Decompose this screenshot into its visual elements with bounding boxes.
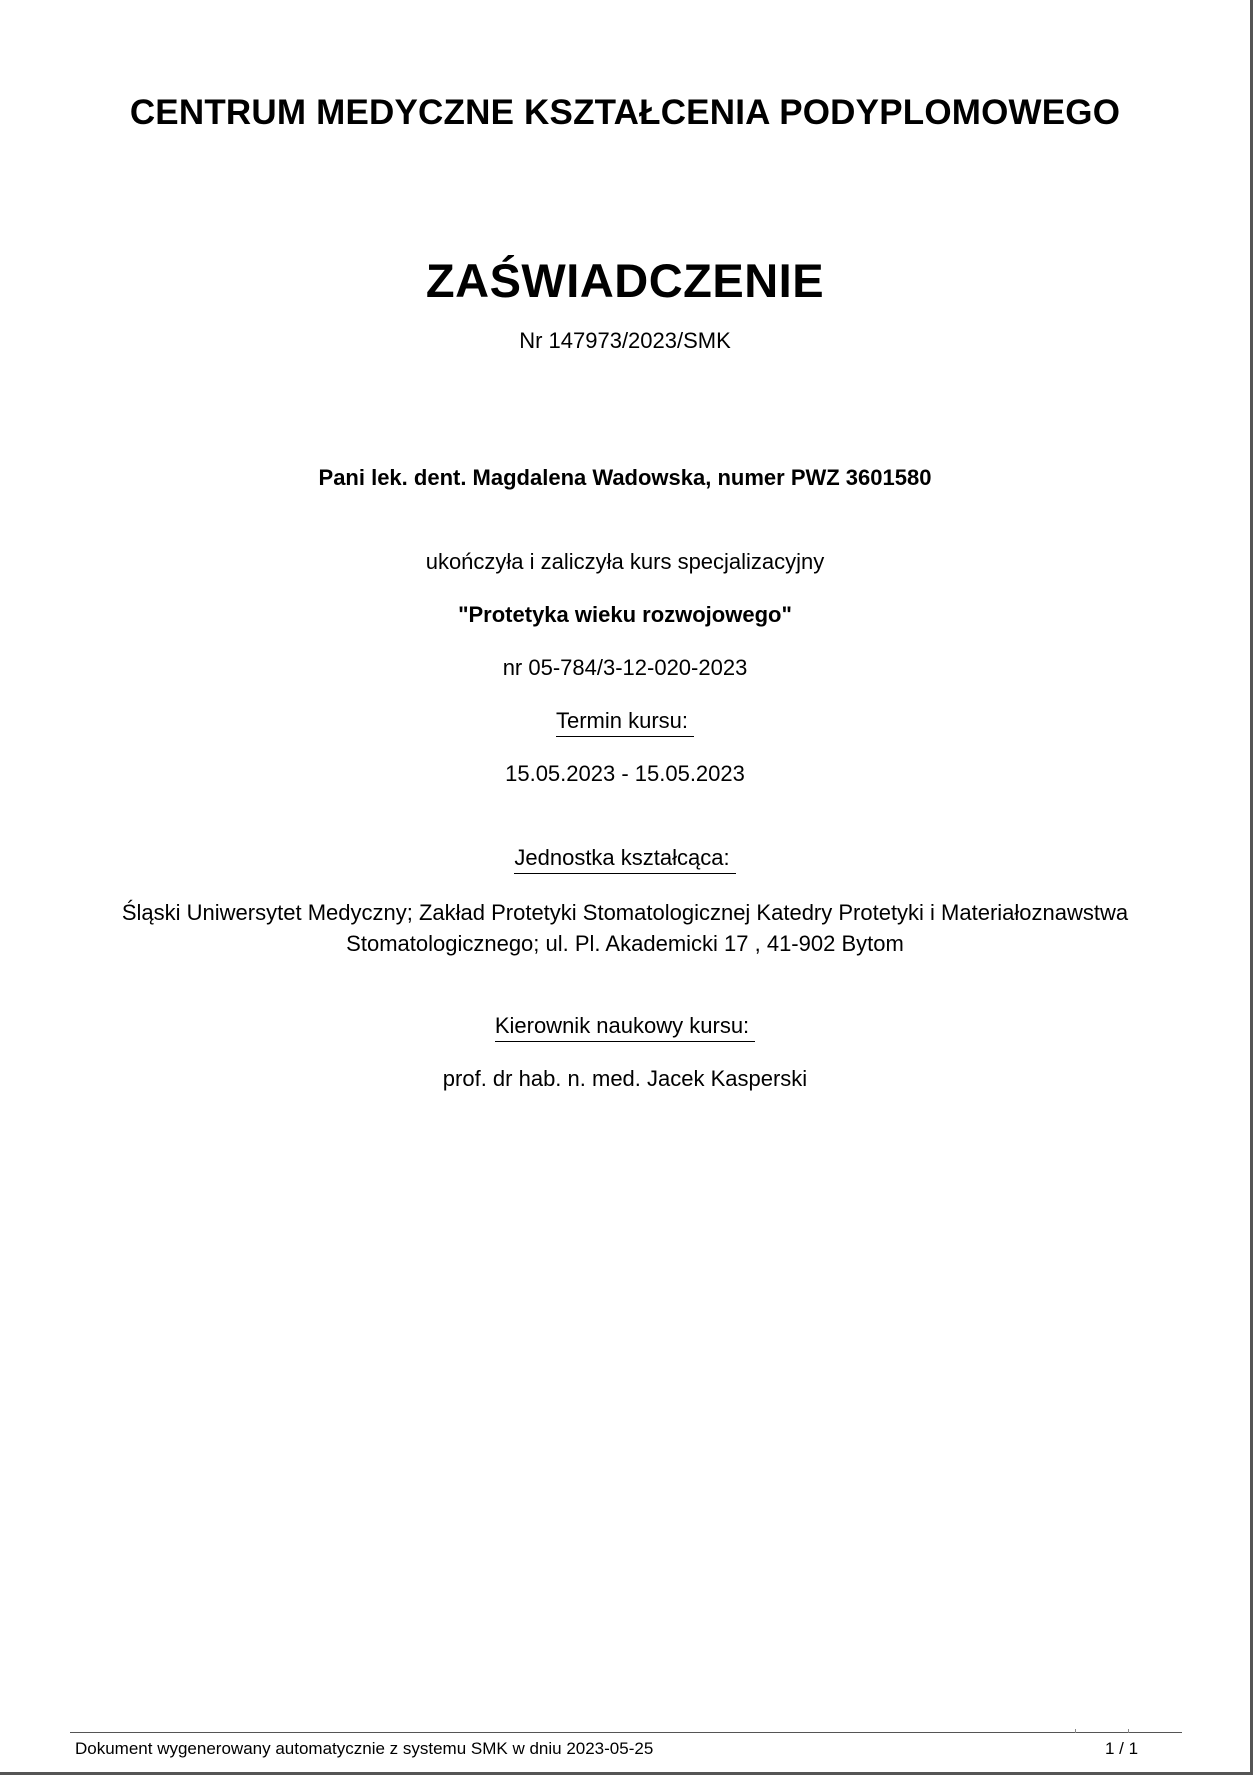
footer-generated-text: Dokument wygenerowany automatycznie z systemu SMK w dniu 2023-05-25 <box>75 1739 654 1758</box>
footer-divider-tick <box>1075 1729 1076 1733</box>
footer-divider <box>70 1732 1182 1733</box>
recipient-line: Pani lek. dent. Magdalena Wadowska, numer PWZ 3601580 <box>318 465 932 490</box>
organization-title: CENTRUM MEDYCZNE KSZTAŁCENIA PODYPLOMOWEGO <box>129 93 1121 132</box>
unit-label <box>0 845 1250 874</box>
course-number: nr 05-784/3-12-020-2023 <box>502 655 748 680</box>
completion-statement: ukończyła i zaliczyła kurs specjalizacyjny <box>425 549 825 574</box>
term-value: 15.05.2023 - 15.05.2023 <box>505 761 745 786</box>
director-value: prof. dr hab. n. med. Jacek Kasperski <box>442 1066 808 1091</box>
unit-value: Śląski Uniwersytet Medyczny; Zakład Protetyki Stomatologicznej Katedry Protetyki i Materiałoznawstwa Stomatologicznego; ul. Pl. Akademicki 17 , 41-902 Bytom <box>121 900 1129 956</box>
director-label-text: Kierownik naukowy kursu: <box>495 1013 755 1042</box>
director-label <box>0 1013 1250 1042</box>
document-title: ZAŚWIADCZENIE <box>425 254 825 307</box>
footer-divider-tick <box>1128 1729 1129 1733</box>
term-label-text: Termin kursu: <box>556 708 694 737</box>
certificate-number: Nr 147973/2023/SMK <box>519 328 731 353</box>
footer-page-indicator: 1 / 1 <box>1105 1739 1139 1758</box>
course-name: "Protetyka wieku rozwojowego" <box>458 602 792 627</box>
term-label <box>0 708 1250 737</box>
unit-label-text: Jednostka kształcąca: <box>514 845 735 874</box>
